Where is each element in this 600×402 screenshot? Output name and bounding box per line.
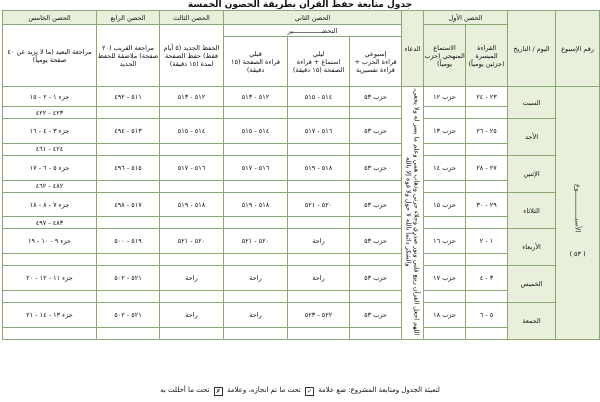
listening-cell: حزب ١٥ xyxy=(424,192,466,217)
far-cell: جزء ٣ - ٤ - ١٦ xyxy=(3,119,97,144)
weekly-cell: حزب ٥٣ xyxy=(350,266,402,291)
weekly-desc: قراءة الحزب + قراءة تفسيرية xyxy=(354,57,397,74)
fifth-fort-header: الحصن الخامس xyxy=(3,11,97,25)
new-cell: راحة xyxy=(160,266,224,291)
fifth-desc: مراجعة البعيد (ما لا يزيد عن ٤٠ صفحة يومياً) xyxy=(3,25,97,87)
footer-legend xyxy=(0,384,600,396)
weekly-cell: حزب ٥٣ xyxy=(350,119,402,144)
footer-text-3: تحت ما أخللت به xyxy=(160,386,210,394)
far-cell: جزء ١١ - ١٢ - ٢٠ xyxy=(3,266,97,291)
first-reading-header: القراءة الميسرة (جزئين يومياً) xyxy=(466,25,508,87)
weekly-header xyxy=(350,37,402,87)
near-cell: ٥٢١ - ٥٠٢ xyxy=(97,266,160,291)
nightly-cell: ٥١٤ - ٥١٥ xyxy=(288,87,350,107)
new-cell: راحة xyxy=(160,303,224,328)
supplication-text: اللهم اجعل القرآن ربيع قلبي ونور صدري وجلاء حزني وذهاب همي وعلم ما يسر له ولا يخفى، والشكر دائماً بالله لا حول ولا قوة إلا بالله xyxy=(404,88,421,336)
day-name: الأحد xyxy=(508,119,556,156)
fourth-desc: مراجعة القريب (٢٠ صفحة) ملاصقة للحفظ الجديد xyxy=(97,25,160,87)
reading-cell: ١ - ٢ xyxy=(466,229,508,254)
nightly-cell: راحة xyxy=(288,229,350,254)
reading-cell: ٢٣ - ٢٤ xyxy=(466,87,508,107)
weekly-title: إسبوعي xyxy=(364,49,387,58)
preparation-header: التحضـــــــــــــــير xyxy=(224,25,402,37)
day-name: الجمعة xyxy=(508,303,556,340)
footer-text-2: تحت ما تم انجازه، وعلامة xyxy=(226,386,301,394)
nightly-header xyxy=(288,37,350,87)
footer-text-1: لتعبئة الجدول ومتابعة المشروع: ضع علامة xyxy=(318,386,440,394)
tribal-cell: ٥١٦ - ٥١٧ xyxy=(224,155,288,180)
first-listening-header: الاستماع المنهجي (حزب يومياً) xyxy=(424,25,466,87)
far-cell: جزء ٩ - ١٠ - ١٩ xyxy=(3,229,97,254)
day-name: الإثنين xyxy=(508,155,556,192)
tribal-cell: ٥١٢ - ٥١٣ xyxy=(224,87,288,107)
nightly-cell: ٥٢٢ - ٥٢٣ xyxy=(288,303,350,328)
reading-cell: ٢٥ - ٢٦ xyxy=(466,119,508,144)
reading-cell: ٢٩ - ٣٠ xyxy=(466,192,508,217)
weekly-cell: حزب ٥٣ xyxy=(350,192,402,217)
day-name: الأربعاء xyxy=(508,229,556,266)
near-cell: ٥١٣ - ٤٩٤ xyxy=(97,119,160,144)
tribal-cell: راحة xyxy=(224,303,288,328)
far-cell-2: ٤٨٢ - ٤٦٢ xyxy=(3,180,97,192)
week-number: ( ٥٣ ) xyxy=(569,250,586,258)
tribal-cell: راحة xyxy=(224,266,288,291)
cross-box-icon: ✗ xyxy=(215,388,221,395)
near-cell: ٥١١ - ٤٩٢ xyxy=(97,87,160,107)
listening-cell: حزب ١٣ xyxy=(424,119,466,144)
supplication-header: الدعاء xyxy=(402,11,424,87)
listening-cell: حزب ١٨ xyxy=(424,303,466,328)
day-name: الخميس xyxy=(508,266,556,303)
day-name: السبت xyxy=(508,87,556,119)
reading-cell: ٣ - ٤ xyxy=(466,266,508,291)
supplication-cell xyxy=(402,87,424,340)
tribal-cell: ٥١٤ - ٥١٥ xyxy=(224,119,288,144)
tribal-cell: ٥٢٠ - ٥٢١ xyxy=(224,229,288,254)
reading-cell: ٥ - ٦ xyxy=(466,303,508,328)
nightly-cell: ٥١٨ - ٥١٩ xyxy=(288,155,350,180)
new-cell: ٥١٨ - ٥١٩ xyxy=(160,192,224,217)
far-cell-2: ٤٢٤ - ٤٦١ xyxy=(3,143,97,155)
far-cell-2: ٤٨٣ - ٤٩٧ xyxy=(3,217,97,229)
weekly-cell: حزب ٥٣ xyxy=(350,155,402,180)
reading-cell: ٢٧ - ٢٨ xyxy=(466,155,508,180)
second-fort-header: الحصن الثاني xyxy=(224,11,402,25)
third-desc: الحفظ الجديد (٥ أيام فقط) حفظ الصفحة لمدة (١٥ دقيقة) xyxy=(160,25,224,87)
day-header: اليوم / التاريخ xyxy=(508,11,556,87)
far-cell-2: ٤٢٣ - ٤٢٢ xyxy=(3,107,97,119)
tracking-table xyxy=(2,10,599,378)
day-name: الثلاثاء xyxy=(508,192,556,229)
far-cell: جزء ١٣ - ١٤ - ٢١ xyxy=(3,303,97,328)
listening-cell: حزب ١٧ xyxy=(424,266,466,291)
page-title: جدول متابعة حفظ القرآن بطريقة الحصون الخمسة xyxy=(187,0,413,10)
fourth-fort-header: الحصن الرابع xyxy=(97,11,160,25)
tribal-desc: قراءة الصفحة (١٥ دقيقة) xyxy=(231,57,281,74)
tribal-header xyxy=(224,37,288,87)
new-cell: ٥١٦ - ٥١٧ xyxy=(160,155,224,180)
tribal-title: قبلي xyxy=(249,49,262,58)
near-cell: ٥١٧ - ٤٩٨ xyxy=(97,192,160,217)
near-cell: ٥١٥ - ٤٩٦ xyxy=(97,155,160,180)
third-fort-header: الحصن الثالث xyxy=(160,11,224,25)
nightly-title: ليلي xyxy=(312,49,325,58)
weekly-cell: حزب ٥٣ xyxy=(350,87,402,107)
weekly-cell: حزب ٥٣ xyxy=(350,229,402,254)
far-cell: جزء ٧ - ٨ - ١٨ xyxy=(3,192,97,217)
near-cell: ٥١٩ - ٥٠٠ xyxy=(97,229,160,254)
new-cell: ٥١٢ - ٥١٣ xyxy=(160,87,224,107)
week-cell xyxy=(556,87,600,340)
nightly-cell: راحة xyxy=(288,266,350,291)
check-box-icon: ✓ xyxy=(307,388,313,395)
listening-cell: حزب ١٤ xyxy=(424,155,466,180)
nightly-cell: ٥٢٠ - ٥٢١ xyxy=(288,192,350,217)
far-cell: جزء ١ - ٢ - ١٥ xyxy=(3,87,97,107)
new-cell: ٥٢٠ - ٥٢١ xyxy=(160,229,224,254)
near-cell: ٥٢١ - ٥٠٢ xyxy=(97,303,160,328)
new-cell: ٥١٤ - ٥١٥ xyxy=(160,119,224,144)
listening-cell: حزب ١٢ xyxy=(424,87,466,107)
weekly-cell: حزب ٥٣ xyxy=(350,303,402,328)
far-cell: جزء ٥ - ٦ - ١٧ xyxy=(3,155,97,180)
first-fort-header: الحصن الأول xyxy=(424,11,508,25)
week-decor: الأسبـــــــــــــوع xyxy=(573,183,582,233)
nightly-cell: ٥١٦ - ٥١٧ xyxy=(288,119,350,144)
nightly-desc: استماع + قراءة الصفحة (١٥ دقيقة) xyxy=(292,57,345,74)
listening-cell: حزب ١٦ xyxy=(424,229,466,254)
week-header: رقم الإسبوع xyxy=(556,11,600,87)
tribal-cell: ٥١٨ - ٥١٩ xyxy=(224,192,288,217)
